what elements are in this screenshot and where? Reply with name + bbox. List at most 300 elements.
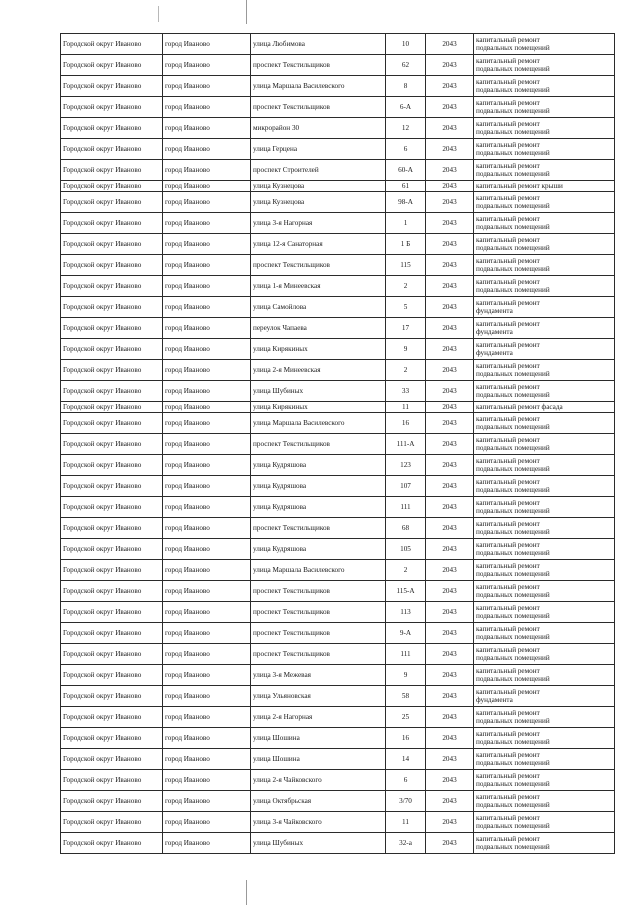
- district-cell: Городской округ Иваново: [61, 381, 163, 402]
- city-cell: город Иваново: [163, 749, 251, 770]
- work-type-line: подвальных помещений: [476, 265, 550, 273]
- city-cell: город Иваново: [163, 707, 251, 728]
- work-type-line: подвальных помещений: [476, 654, 550, 662]
- year-cell: 2043: [426, 139, 474, 160]
- street-cell: улица Кузнецова: [251, 181, 386, 192]
- district-cell: Городской округ Иваново: [61, 97, 163, 118]
- work-type-cell: [474, 812, 615, 833]
- house-number-cell: 111: [386, 497, 426, 518]
- city-cell: город Иваново: [163, 581, 251, 602]
- street-cell: проспект Текстильщиков: [251, 602, 386, 623]
- work-type-cell: [474, 434, 615, 455]
- city-cell: город Иваново: [163, 434, 251, 455]
- table-row: [61, 97, 615, 118]
- house-number-cell: 16: [386, 413, 426, 434]
- table-row: [61, 560, 615, 581]
- work-type-line: капитальный ремонт: [476, 582, 540, 591]
- work-type-line: подвальных помещений: [476, 591, 550, 599]
- work-type-line: капитальный ремонт: [476, 140, 540, 149]
- street-cell: улица 2-я Минеевская: [251, 360, 386, 381]
- house-number-cell: 1 Б: [386, 234, 426, 255]
- street-cell: улица Любимова: [251, 34, 386, 55]
- work-type-cell: [474, 318, 615, 339]
- table-row: [61, 213, 615, 234]
- street-cell: улица Кудряшова: [251, 539, 386, 560]
- table-row: [61, 55, 615, 76]
- street-cell: проспект Текстильщиков: [251, 518, 386, 539]
- work-type-line: фундамента: [476, 349, 513, 357]
- work-type-cell: [474, 276, 615, 297]
- repair-schedule-table: [60, 33, 615, 854]
- table-row: [61, 297, 615, 318]
- work-type-cell: [474, 455, 615, 476]
- street-cell: проспект Строителей: [251, 160, 386, 181]
- street-cell: проспект Текстильщиков: [251, 581, 386, 602]
- work-type-line: капитальный ремонт: [476, 119, 540, 128]
- work-type-line: подвальных помещений: [476, 391, 550, 399]
- year-cell: 2043: [426, 339, 474, 360]
- table-row: [61, 234, 615, 255]
- page-fold-line: [246, 880, 247, 905]
- district-cell: Городской округ Иваново: [61, 623, 163, 644]
- year-cell: 2043: [426, 97, 474, 118]
- year-cell: 2043: [426, 318, 474, 339]
- work-type-cell: [474, 749, 615, 770]
- district-cell: Городской округ Иваново: [61, 276, 163, 297]
- work-type-cell: [474, 213, 615, 234]
- work-type-cell: [474, 581, 615, 602]
- work-type-cell: [474, 160, 615, 181]
- work-type-line: подвальных помещений: [476, 738, 550, 746]
- work-type-line: капитальный ремонт: [476, 708, 540, 717]
- district-cell: Городской округ Иваново: [61, 339, 163, 360]
- table-row: [61, 360, 615, 381]
- house-number-cell: 111: [386, 644, 426, 665]
- work-type-cell: [474, 770, 615, 791]
- year-cell: 2043: [426, 255, 474, 276]
- work-type-line: капитальный ремонт: [476, 235, 540, 244]
- city-cell: город Иваново: [163, 234, 251, 255]
- street-cell: улица Шошина: [251, 749, 386, 770]
- table-row: [61, 518, 615, 539]
- year-cell: 2043: [426, 728, 474, 749]
- table-row: [61, 707, 615, 728]
- table-row: [61, 602, 615, 623]
- district-cell: Городской округ Иваново: [61, 455, 163, 476]
- city-cell: город Иваново: [163, 360, 251, 381]
- table-row: [61, 118, 615, 139]
- house-number-cell: 105: [386, 539, 426, 560]
- work-type-line: капитальный ремонт: [476, 340, 540, 349]
- year-cell: 2043: [426, 455, 474, 476]
- house-number-cell: 3/70: [386, 791, 426, 812]
- work-type-cell: [474, 118, 615, 139]
- work-type-line: подвальных помещений: [476, 570, 550, 578]
- work-type-line: капитальный ремонт: [476, 256, 540, 265]
- district-cell: Городской округ Иваново: [61, 255, 163, 276]
- work-type-cell: [474, 476, 615, 497]
- table-row: [61, 791, 615, 812]
- work-type-line: капитальный ремонт: [476, 298, 540, 307]
- district-cell: Городской округ Иваново: [61, 728, 163, 749]
- city-cell: город Иваново: [163, 34, 251, 55]
- house-number-cell: 58: [386, 686, 426, 707]
- year-cell: 2043: [426, 381, 474, 402]
- year-cell: 2043: [426, 812, 474, 833]
- city-cell: город Иваново: [163, 181, 251, 192]
- work-type-line: подвальных помещений: [476, 86, 550, 94]
- year-cell: 2043: [426, 402, 474, 413]
- work-type-line: подвальных помещений: [476, 822, 550, 830]
- city-cell: город Иваново: [163, 602, 251, 623]
- district-cell: Городской округ Иваново: [61, 749, 163, 770]
- house-number-cell: 6-А: [386, 97, 426, 118]
- street-cell: улица Шошина: [251, 728, 386, 749]
- year-cell: 2043: [426, 213, 474, 234]
- street-cell: улица 2-я Нагорная: [251, 707, 386, 728]
- house-number-cell: 115-А: [386, 581, 426, 602]
- year-cell: 2043: [426, 560, 474, 581]
- house-number-cell: 113: [386, 602, 426, 623]
- table-row: [61, 581, 615, 602]
- table-row: [61, 318, 615, 339]
- district-cell: Городской округ Иваново: [61, 34, 163, 55]
- work-type-line: капитальный ремонт: [476, 193, 540, 202]
- year-cell: 2043: [426, 707, 474, 728]
- work-type-line: капитальный ремонт: [476, 361, 540, 370]
- work-type-line: капитальный ремонт: [476, 834, 540, 843]
- city-cell: город Иваново: [163, 518, 251, 539]
- work-type-cell: [474, 539, 615, 560]
- district-cell: Городской округ Иваново: [61, 192, 163, 213]
- house-number-cell: 123: [386, 455, 426, 476]
- work-type-cell: [474, 234, 615, 255]
- work-type-line: подвальных помещений: [476, 149, 550, 157]
- house-number-cell: 12: [386, 118, 426, 139]
- street-cell: улица Шубиных: [251, 381, 386, 402]
- work-type-cell: [474, 402, 615, 413]
- year-cell: 2043: [426, 518, 474, 539]
- house-number-cell: 62: [386, 55, 426, 76]
- city-cell: город Иваново: [163, 276, 251, 297]
- city-cell: город Иваново: [163, 791, 251, 812]
- city-cell: город Иваново: [163, 255, 251, 276]
- table-row: [61, 749, 615, 770]
- district-cell: Городской округ Иваново: [61, 402, 163, 413]
- table-row: [61, 160, 615, 181]
- street-cell: проспект Текстильщиков: [251, 623, 386, 644]
- street-cell: улица Кудряшова: [251, 455, 386, 476]
- house-number-cell: 1: [386, 213, 426, 234]
- table-row: [61, 181, 615, 192]
- work-type-cell: [474, 139, 615, 160]
- city-cell: город Иваново: [163, 213, 251, 234]
- house-number-cell: 9-А: [386, 623, 426, 644]
- district-cell: Городской округ Иваново: [61, 434, 163, 455]
- work-type-cell: [474, 602, 615, 623]
- work-type-cell: [474, 497, 615, 518]
- street-cell: улица Маршала Василевского: [251, 560, 386, 581]
- city-cell: город Иваново: [163, 97, 251, 118]
- house-number-cell: 107: [386, 476, 426, 497]
- district-cell: Городской округ Иваново: [61, 518, 163, 539]
- work-type-line: капитальный ремонт: [476, 771, 540, 780]
- table-row: [61, 76, 615, 97]
- district-cell: Городской округ Иваново: [61, 686, 163, 707]
- work-type-line: фундамента: [476, 696, 513, 704]
- year-cell: 2043: [426, 791, 474, 812]
- house-number-cell: 6: [386, 139, 426, 160]
- street-cell: улица 3-я Чайковского: [251, 812, 386, 833]
- work-type-line: капитальный ремонт: [476, 35, 540, 44]
- work-type-line: капитальный ремонт: [476, 561, 540, 570]
- table-row: [61, 413, 615, 434]
- city-cell: город Иваново: [163, 339, 251, 360]
- district-cell: Городской округ Иваново: [61, 539, 163, 560]
- house-number-cell: 60-А: [386, 160, 426, 181]
- work-type-line: подвальных помещений: [476, 549, 550, 557]
- city-cell: город Иваново: [163, 497, 251, 518]
- work-type-line: капитальный ремонт: [476, 519, 540, 528]
- year-cell: 2043: [426, 118, 474, 139]
- year-cell: 2043: [426, 192, 474, 213]
- work-type-line: капитальный ремонт: [476, 603, 540, 612]
- city-cell: город Иваново: [163, 539, 251, 560]
- work-type-line: подвальных помещений: [476, 801, 550, 809]
- work-type-line: подвальных помещений: [476, 223, 550, 231]
- year-cell: 2043: [426, 497, 474, 518]
- year-cell: 2043: [426, 160, 474, 181]
- street-cell: улица 1-я Минеевская: [251, 276, 386, 297]
- year-cell: 2043: [426, 770, 474, 791]
- table-row: [61, 139, 615, 160]
- district-cell: Городской округ Иваново: [61, 602, 163, 623]
- city-cell: город Иваново: [163, 192, 251, 213]
- house-number-cell: 11: [386, 812, 426, 833]
- work-type-cell: [474, 623, 615, 644]
- city-cell: город Иваново: [163, 812, 251, 833]
- street-cell: переулок Чапаева: [251, 318, 386, 339]
- table-row: [61, 665, 615, 686]
- work-type-cell: [474, 181, 615, 192]
- street-cell: улица Кузнецова: [251, 192, 386, 213]
- work-type-cell: [474, 791, 615, 812]
- work-type-cell: [474, 360, 615, 381]
- work-type-cell: [474, 560, 615, 581]
- district-cell: Городской округ Иваново: [61, 160, 163, 181]
- city-cell: город Иваново: [163, 770, 251, 791]
- work-type-cell: [474, 707, 615, 728]
- year-cell: 2043: [426, 833, 474, 854]
- work-type-cell: [474, 686, 615, 707]
- work-type-cell: [474, 255, 615, 276]
- district-cell: Городской округ Иваново: [61, 139, 163, 160]
- year-cell: 2043: [426, 413, 474, 434]
- house-number-cell: 2: [386, 276, 426, 297]
- year-cell: 2043: [426, 434, 474, 455]
- work-type-line: подвальных помещений: [476, 843, 550, 851]
- work-type-cell: [474, 518, 615, 539]
- work-type-line: капитальный ремонт: [476, 498, 540, 507]
- city-cell: город Иваново: [163, 644, 251, 665]
- street-cell: проспект Текстильщиков: [251, 97, 386, 118]
- house-number-cell: 10: [386, 34, 426, 55]
- house-number-cell: 14: [386, 749, 426, 770]
- work-type-line: подвальных помещений: [476, 107, 550, 115]
- work-type-line: капитальный ремонт: [476, 319, 540, 328]
- work-type-line: капитальный ремонт: [476, 382, 540, 391]
- year-cell: 2043: [426, 686, 474, 707]
- district-cell: Городской округ Иваново: [61, 791, 163, 812]
- work-type-line: подвальных помещений: [476, 759, 550, 767]
- house-number-cell: 11: [386, 402, 426, 413]
- year-cell: 2043: [426, 623, 474, 644]
- year-cell: 2043: [426, 360, 474, 381]
- table-row: [61, 623, 615, 644]
- work-type-cell: [474, 34, 615, 55]
- work-type-line: подвальных помещений: [476, 612, 550, 620]
- district-cell: Городской округ Иваново: [61, 213, 163, 234]
- district-cell: Городской округ Иваново: [61, 665, 163, 686]
- work-type-line: капитальный ремонт: [476, 435, 540, 444]
- table-row: [61, 434, 615, 455]
- district-cell: Городской округ Иваново: [61, 476, 163, 497]
- city-cell: город Иваново: [163, 76, 251, 97]
- street-cell: улица Кудряшова: [251, 497, 386, 518]
- house-number-cell: 111-А: [386, 434, 426, 455]
- work-type-line: подвальных помещений: [476, 286, 550, 294]
- table-row: [61, 276, 615, 297]
- work-type-cell: [474, 339, 615, 360]
- work-type-line: капитальный ремонт крыши: [476, 181, 563, 190]
- year-cell: 2043: [426, 539, 474, 560]
- table-row: [61, 770, 615, 791]
- house-number-cell: 25: [386, 707, 426, 728]
- street-cell: проспект Текстильщиков: [251, 644, 386, 665]
- city-cell: город Иваново: [163, 55, 251, 76]
- house-number-cell: 98-А: [386, 192, 426, 213]
- district-cell: Городской округ Иваново: [61, 707, 163, 728]
- table-row: [61, 339, 615, 360]
- house-number-cell: 17: [386, 318, 426, 339]
- street-cell: улица Маршала Василевского: [251, 413, 386, 434]
- city-cell: город Иваново: [163, 160, 251, 181]
- work-type-line: капитальный ремонт: [476, 56, 540, 65]
- street-cell: улица 2-я Чайковского: [251, 770, 386, 791]
- district-cell: Городской округ Иваново: [61, 581, 163, 602]
- house-number-cell: 9: [386, 339, 426, 360]
- district-cell: Городской округ Иваново: [61, 497, 163, 518]
- house-number-cell: 68: [386, 518, 426, 539]
- work-type-line: подвальных помещений: [476, 780, 550, 788]
- house-number-cell: 61: [386, 181, 426, 192]
- city-cell: город Иваново: [163, 686, 251, 707]
- table-row: [61, 686, 615, 707]
- year-cell: 2043: [426, 749, 474, 770]
- street-cell: проспект Текстильщиков: [251, 255, 386, 276]
- work-type-line: капитальный ремонт: [476, 477, 540, 486]
- district-cell: Городской округ Иваново: [61, 297, 163, 318]
- work-type-line: подвальных помещений: [476, 717, 550, 725]
- table-row: [61, 381, 615, 402]
- work-type-line: подвальных помещений: [476, 465, 550, 473]
- district-cell: Городской округ Иваново: [61, 560, 163, 581]
- district-cell: Городской округ Иваново: [61, 76, 163, 97]
- work-type-line: фундамента: [476, 328, 513, 336]
- year-cell: 2043: [426, 181, 474, 192]
- work-type-line: капитальный ремонт фасада: [476, 402, 563, 411]
- work-type-line: подвальных помещений: [476, 675, 550, 683]
- work-type-line: подвальных помещений: [476, 370, 550, 378]
- table-row: [61, 539, 615, 560]
- work-type-line: фундамента: [476, 307, 513, 315]
- work-type-line: капитальный ремонт: [476, 729, 540, 738]
- work-type-cell: [474, 381, 615, 402]
- page-fold-line: [246, 0, 247, 24]
- work-type-line: капитальный ремонт: [476, 161, 540, 170]
- street-cell: улица 3-я Межевая: [251, 665, 386, 686]
- work-type-line: капитальный ремонт: [476, 540, 540, 549]
- work-type-cell: [474, 76, 615, 97]
- work-type-cell: [474, 665, 615, 686]
- year-cell: 2043: [426, 665, 474, 686]
- house-number-cell: 2: [386, 560, 426, 581]
- city-cell: город Иваново: [163, 118, 251, 139]
- work-type-line: подвальных помещений: [476, 128, 550, 136]
- table-row: [61, 644, 615, 665]
- table-body: [61, 34, 615, 854]
- house-number-cell: 5: [386, 297, 426, 318]
- year-cell: 2043: [426, 234, 474, 255]
- house-number-cell: 16: [386, 728, 426, 749]
- work-type-line: капитальный ремонт: [476, 792, 540, 801]
- street-cell: улица Кудряшова: [251, 476, 386, 497]
- work-type-line: подвальных помещений: [476, 528, 550, 536]
- work-type-line: подвальных помещений: [476, 202, 550, 210]
- district-cell: Городской округ Иваново: [61, 413, 163, 434]
- year-cell: 2043: [426, 55, 474, 76]
- house-number-cell: 33: [386, 381, 426, 402]
- district-cell: Городской округ Иваново: [61, 812, 163, 833]
- work-type-line: капитальный ремонт: [476, 98, 540, 107]
- district-cell: Городской округ Иваново: [61, 234, 163, 255]
- city-cell: город Иваново: [163, 665, 251, 686]
- work-type-line: капитальный ремонт: [476, 456, 540, 465]
- work-type-line: капитальный ремонт: [476, 750, 540, 759]
- table-row: [61, 812, 615, 833]
- work-type-line: подвальных помещений: [476, 170, 550, 178]
- work-type-line: капитальный ремонт: [476, 687, 540, 696]
- city-cell: город Иваново: [163, 318, 251, 339]
- city-cell: город Иваново: [163, 455, 251, 476]
- year-cell: 2043: [426, 297, 474, 318]
- district-cell: Городской округ Иваново: [61, 55, 163, 76]
- city-cell: город Иваново: [163, 728, 251, 749]
- work-type-line: капитальный ремонт: [476, 666, 540, 675]
- year-cell: 2043: [426, 476, 474, 497]
- work-type-cell: [474, 644, 615, 665]
- table-row: [61, 833, 615, 854]
- street-cell: микрорайон 30: [251, 118, 386, 139]
- work-type-line: подвальных помещений: [476, 244, 550, 252]
- work-type-line: подвальных помещений: [476, 65, 550, 73]
- table-row: [61, 255, 615, 276]
- work-type-cell: [474, 55, 615, 76]
- year-cell: 2043: [426, 644, 474, 665]
- scan-margin-mark: [158, 6, 159, 22]
- city-cell: город Иваново: [163, 476, 251, 497]
- work-type-line: капитальный ремонт: [476, 645, 540, 654]
